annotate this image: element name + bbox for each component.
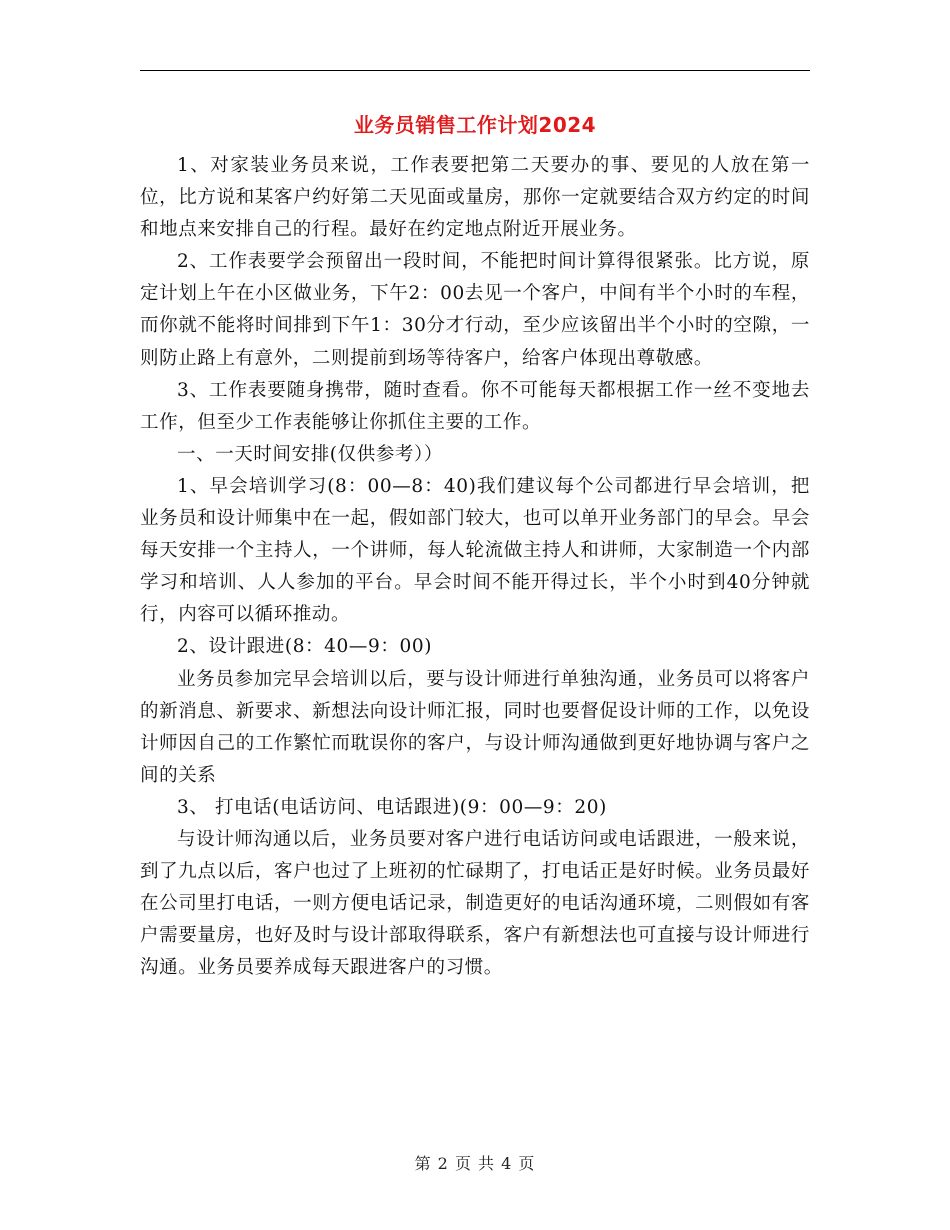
paragraph-morning-meeting: 1、早会培训学习(8：00—8：40)我们建议每个公司都进行早会培训，把业务员和设计师集中在一起，假如部门较大，也可以单开业务部门的早会。早会每天安排一个主持人，一个讲师，每人轮流做主持人和讲师，大家制造一个内部学习和培训、人人参加的平台。早会时间不能开得过长，半个小时到40分钟就行，内容可以循环推动。: [140, 475, 810, 626]
paragraph-item-1: 1、对家装业务员来说，工作表要把第二天要办的事、要见的人放在第一位，比方说和某客户约好第二天见面或量房，那你一定就要结合双方约定的时间和地点来安排自己的行程。最好在约定地点附近开展业务。: [140, 155, 810, 241]
paragraph-item-3: 3、工作表要随身携带，随时查看。你不可能每天都根据工作一丝不变地去工作，但至少工作表能够让你抓住主要的工作。: [140, 379, 810, 433]
page-number-footer: 第 2 页 共 4 页: [414, 1154, 536, 1173]
document-title: 业务员销售工作计划2024: [353, 113, 597, 137]
paragraph-design-followup: 业务员参加完早会培训以后，要与设计师进行单独沟通，业务员可以将客户的新消息、新要求、新想法向设计师汇报，同时也要督促设计师的工作，以免设计师因自己的工作繁忙而耽误你的客户，与设计师沟通做到更好地协调与客户之间的关系: [140, 668, 810, 786]
subheading-design-followup: 2、设计跟进(8：40—9：00): [177, 636, 433, 658]
document-body: [140, 150, 810, 984]
header-rule: [140, 70, 810, 71]
section-heading-schedule: 一、一天时间安排(仅供参考））: [177, 443, 443, 465]
paragraph-phone-calls: 与设计师沟通以后，业务员要对客户进行电话访问或电话跟进，一般来说，到了九点以后，客户也过了上班初的忙碌期了，打电话正是好时候。业务员最好在公司里打电话，一则方便电话记录，制造更好的电话沟通环境，二则假如有客户需要量房，也好及时与设计部取得联系，客户有新想法也可直接与设计师进行沟通。业务员要养成每天跟进客户的习惯。: [140, 828, 810, 979]
paragraph-item-2: 2、工作表要学会预留出一段时间，不能把时间计算得很紧张。比方说，原定计划上午在小区做业务，下午2：00去见一个客户，中间有半个小时的车程，而你就不能将时间排到下午1：30分才行动，至少应该留出半个小时的空隙，一则防止路上有意外，二则提前到场等待客户，给客户体现出尊敬感。: [140, 251, 810, 369]
subheading-phone-calls: 3、 打电话(电话访问、电话跟进)(9：00—9：20): [177, 796, 607, 818]
